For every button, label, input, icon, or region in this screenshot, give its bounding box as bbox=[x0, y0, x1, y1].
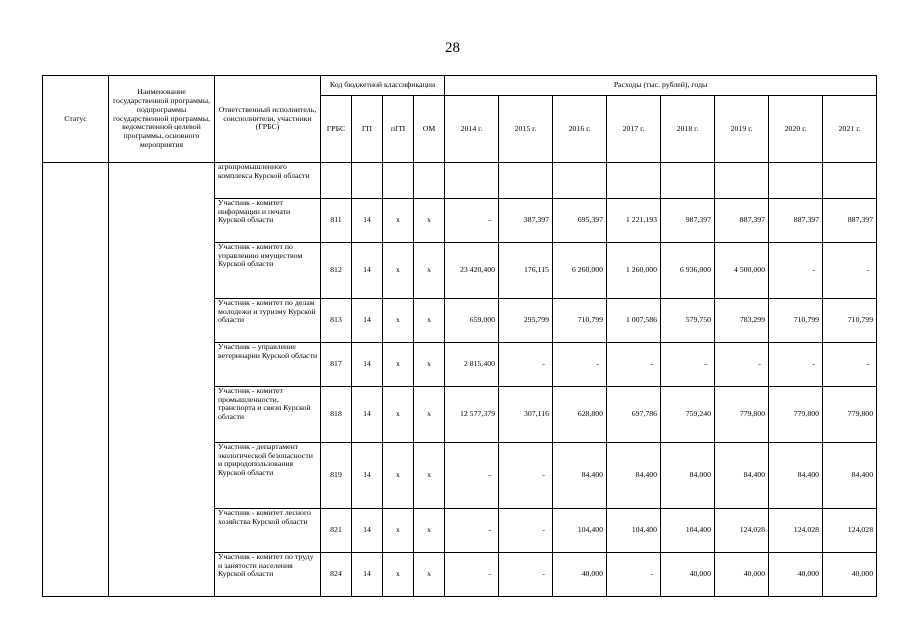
code-cell: 14 bbox=[352, 243, 383, 299]
expense-cell: 710,799 bbox=[553, 299, 607, 343]
page-number: 28 bbox=[445, 40, 460, 56]
header-year-0: 2014 г. bbox=[445, 96, 499, 163]
expense-cell: 40,000 bbox=[823, 553, 877, 597]
header-status: Статус bbox=[43, 76, 109, 163]
code-cell: х bbox=[414, 443, 445, 509]
expense-cell: - bbox=[553, 343, 607, 387]
table-body bbox=[43, 163, 877, 597]
expense-cell: 695,397 bbox=[553, 199, 607, 243]
expense-cell: 659,000 bbox=[445, 299, 499, 343]
code-cell: х bbox=[414, 299, 445, 343]
code-cell bbox=[383, 163, 414, 199]
code-cell: х bbox=[414, 509, 445, 553]
code-cell: 14 bbox=[352, 443, 383, 509]
header-year-6: 2020 г. bbox=[769, 96, 823, 163]
header-budget-code-group: Код бюджетной классификации bbox=[321, 76, 445, 96]
expense-cell: 23 420,400 bbox=[445, 243, 499, 299]
code-cell: 824 bbox=[321, 553, 352, 597]
code-cell: 14 bbox=[352, 553, 383, 597]
code-cell: 819 bbox=[321, 443, 352, 509]
expense-cell: - bbox=[445, 443, 499, 509]
expense-cell: 40,000 bbox=[661, 553, 715, 597]
code-cell: 821 bbox=[321, 509, 352, 553]
header-program-name: Наименование государственной программы, подпрограммы государственной программы, ведомственной целевой программы, основного мероприятия bbox=[109, 76, 215, 163]
code-cell: х bbox=[414, 243, 445, 299]
expense-cell: 4 500,000 bbox=[715, 243, 769, 299]
expense-cell: 579,750 bbox=[661, 299, 715, 343]
code-cell: 813 bbox=[321, 299, 352, 343]
code-cell: х bbox=[383, 199, 414, 243]
code-cell: 818 bbox=[321, 387, 352, 443]
code-cell: х bbox=[414, 343, 445, 387]
expense-cell: 887,397 bbox=[715, 199, 769, 243]
expense-cell: - bbox=[607, 553, 661, 597]
expense-cell: 40,000 bbox=[715, 553, 769, 597]
code-cell bbox=[352, 163, 383, 199]
expense-cell: 779,800 bbox=[823, 387, 877, 443]
expense-cell: 887,397 bbox=[823, 199, 877, 243]
expense-cell: 40,000 bbox=[553, 553, 607, 597]
code-cell: х bbox=[383, 553, 414, 597]
code-cell: х bbox=[383, 299, 414, 343]
table-header bbox=[43, 76, 877, 163]
budget-table bbox=[42, 75, 877, 597]
program-name-cell bbox=[109, 163, 215, 597]
header-code-3: ОМ bbox=[414, 96, 445, 163]
expense-cell bbox=[823, 163, 877, 199]
executor-cell: Участник - комитет лесного хозяйства Курской области bbox=[215, 509, 321, 553]
expense-cell: 710,799 bbox=[823, 299, 877, 343]
code-cell: 14 bbox=[352, 299, 383, 343]
expense-cell: - bbox=[445, 553, 499, 597]
expense-cell: 697,786 bbox=[607, 387, 661, 443]
expense-cell bbox=[499, 163, 553, 199]
expense-cell: - bbox=[769, 343, 823, 387]
expense-cell: - bbox=[499, 443, 553, 509]
expense-cell: 84,400 bbox=[607, 443, 661, 509]
code-cell: х bbox=[383, 443, 414, 509]
header-code-1: ГП bbox=[352, 96, 383, 163]
expense-cell bbox=[445, 163, 499, 199]
header-expenses-group: Расходы (тыс. рублей), годы bbox=[445, 76, 877, 96]
expense-cell: 124,028 bbox=[769, 509, 823, 553]
expense-cell: 295,799 bbox=[499, 299, 553, 343]
code-cell: 14 bbox=[352, 509, 383, 553]
expense-cell bbox=[553, 163, 607, 199]
expense-cell: - bbox=[661, 343, 715, 387]
expense-cell: 104,400 bbox=[607, 509, 661, 553]
header-code-2: пГП bbox=[383, 96, 414, 163]
expense-cell: 104,400 bbox=[553, 509, 607, 553]
executor-cell: Участник - комитет информации и печати Курской области bbox=[215, 199, 321, 243]
code-cell: 14 bbox=[352, 199, 383, 243]
header-year-5: 2019 г. bbox=[715, 96, 769, 163]
expense-cell: - bbox=[607, 343, 661, 387]
expense-cell: 1 007,586 bbox=[607, 299, 661, 343]
expense-cell: 84,400 bbox=[823, 443, 877, 509]
header-year-3: 2017 г. bbox=[607, 96, 661, 163]
expense-cell: 84,400 bbox=[553, 443, 607, 509]
code-cell: х bbox=[383, 243, 414, 299]
code-cell: 811 bbox=[321, 199, 352, 243]
expense-cell: 84,000 bbox=[661, 443, 715, 509]
expense-cell: - bbox=[499, 343, 553, 387]
expense-cell: 176,115 bbox=[499, 243, 553, 299]
expense-cell: 1 260,000 bbox=[607, 243, 661, 299]
header-year-7: 2021 г. bbox=[823, 96, 877, 163]
expense-cell bbox=[661, 163, 715, 199]
executor-cell: Участник – управление ветеринарии Курской области bbox=[215, 343, 321, 387]
code-cell: 14 bbox=[352, 387, 383, 443]
expense-cell: 124,028 bbox=[823, 509, 877, 553]
expense-cell: 987,397 bbox=[661, 199, 715, 243]
header-code-0: ГРБС bbox=[321, 96, 352, 163]
header-year-2: 2016 г. bbox=[553, 96, 607, 163]
expense-cell bbox=[607, 163, 661, 199]
expense-cell: 124,028 bbox=[715, 509, 769, 553]
expense-cell: - bbox=[499, 509, 553, 553]
expense-cell: 628,800 bbox=[553, 387, 607, 443]
status-cell bbox=[43, 163, 109, 597]
code-cell bbox=[414, 163, 445, 199]
header-year-1: 2015 г. bbox=[499, 96, 553, 163]
code-cell: 812 bbox=[321, 243, 352, 299]
executor-cell: агропромышленного комплекса Курской области bbox=[215, 163, 321, 199]
expense-cell: 6 936,000 bbox=[661, 243, 715, 299]
expense-cell bbox=[715, 163, 769, 199]
expense-cell: - bbox=[823, 243, 877, 299]
table-row bbox=[43, 163, 877, 199]
code-cell: 14 bbox=[352, 343, 383, 387]
expense-cell: 2 815,400 bbox=[445, 343, 499, 387]
expense-cell: - bbox=[769, 243, 823, 299]
executor-cell: Участник - комитет промышленности, транспорта и связи Курской области bbox=[215, 387, 321, 443]
code-cell: х bbox=[414, 387, 445, 443]
expense-cell: - bbox=[445, 509, 499, 553]
expense-cell: 710,799 bbox=[769, 299, 823, 343]
executor-cell: Участник - комитет по делам молодежи и туризму Курской области bbox=[215, 299, 321, 343]
expense-cell: - bbox=[445, 199, 499, 243]
expense-cell: 307,116 bbox=[499, 387, 553, 443]
expense-cell: 1 221,193 bbox=[607, 199, 661, 243]
expense-cell: 84,400 bbox=[769, 443, 823, 509]
expense-cell: 783,299 bbox=[715, 299, 769, 343]
expense-cell: 6 260,000 bbox=[553, 243, 607, 299]
header-executor: Ответственный исполнитель, соисполнители, участники (ГРБС) bbox=[215, 76, 321, 163]
expense-cell: 887,397 bbox=[769, 199, 823, 243]
expense-cell: - bbox=[499, 553, 553, 597]
code-cell: х bbox=[414, 199, 445, 243]
expense-cell: 84,400 bbox=[715, 443, 769, 509]
expense-cell: - bbox=[823, 343, 877, 387]
code-cell: х bbox=[383, 343, 414, 387]
code-cell: х bbox=[383, 509, 414, 553]
code-cell: 817 bbox=[321, 343, 352, 387]
expense-cell: 759,240 bbox=[661, 387, 715, 443]
expense-cell: 779,800 bbox=[715, 387, 769, 443]
header-year-4: 2018 г. bbox=[661, 96, 715, 163]
expense-cell: 779,800 bbox=[769, 387, 823, 443]
code-cell: х bbox=[383, 387, 414, 443]
expense-cell: 387,397 bbox=[499, 199, 553, 243]
executor-cell: Участник - комитет по труду и занятости населения Курской области bbox=[215, 553, 321, 597]
code-cell bbox=[321, 163, 352, 199]
executor-cell: Участник - департамент экологической безопасности и природопользования Курской области bbox=[215, 443, 321, 509]
expense-cell: - bbox=[715, 343, 769, 387]
executor-cell: Участник - комитет по управлению имуществом Курской области bbox=[215, 243, 321, 299]
expense-cell bbox=[769, 163, 823, 199]
expense-cell: 104,400 bbox=[661, 509, 715, 553]
expense-cell: 40,000 bbox=[769, 553, 823, 597]
code-cell: х bbox=[414, 553, 445, 597]
expense-cell: 12 577,379 bbox=[445, 387, 499, 443]
